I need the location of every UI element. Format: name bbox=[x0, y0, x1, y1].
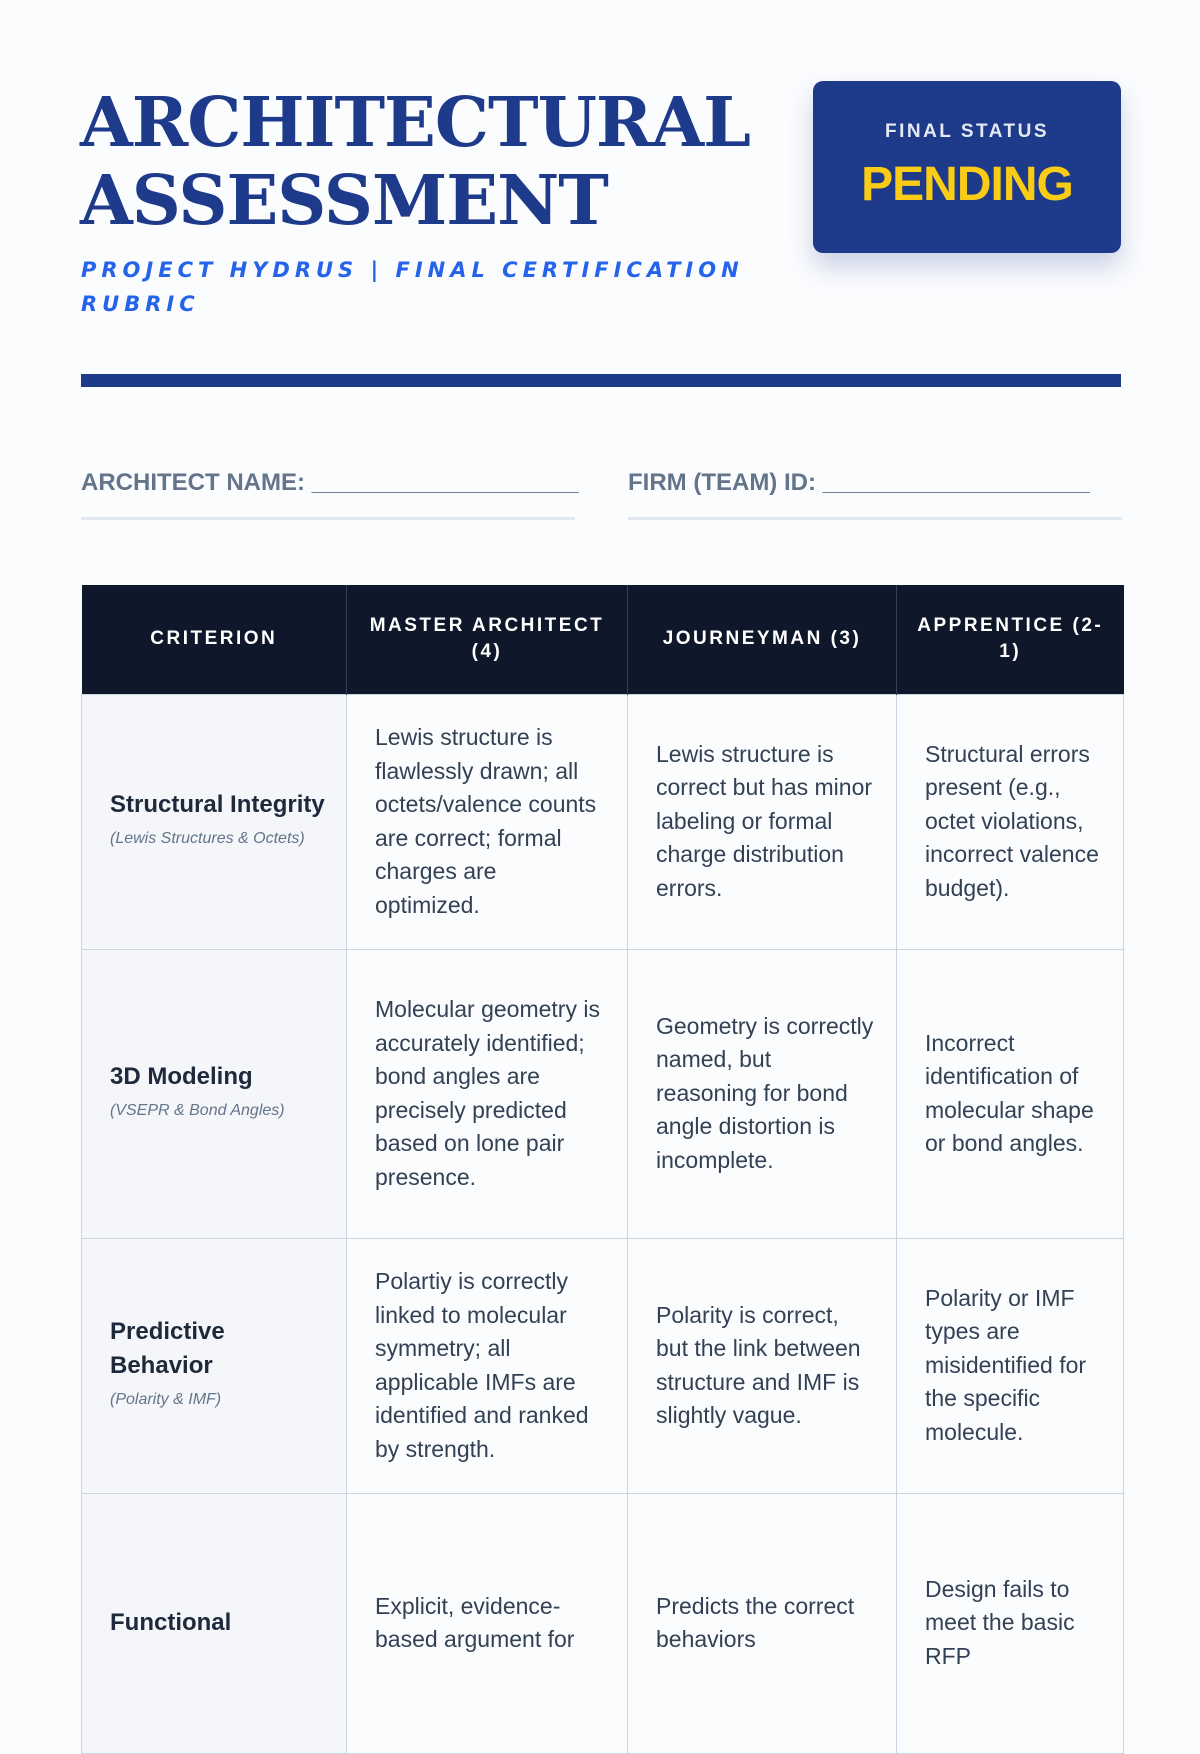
journeyman-cell: Geometry is correctly named, but reasoning for bond angle distortion is incomplete. bbox=[628, 949, 897, 1238]
master-cell: Explicit, evidence-based argument for bbox=[347, 1493, 628, 1753]
title-line-1: ARCHITECTURAL bbox=[80, 83, 750, 163]
criterion-name: 3D Modeling bbox=[110, 1062, 253, 1090]
criterion-note: (Polarity & IMF) bbox=[110, 1390, 222, 1408]
master-cell: Lewis structure is flawlessly drawn; all octets/valence counts are correct; formal charges are optimized. bbox=[347, 694, 628, 949]
page-title bbox=[80, 84, 800, 240]
architect-name-field[interactable]: ARCHITECT NAME: ____________________ bbox=[81, 463, 575, 520]
header-journeyman: JOURNEYMAN (3) bbox=[628, 585, 897, 694]
header-criterion: CRITERION bbox=[82, 585, 347, 694]
journeyman-cell: Lewis structure is correct but has minor labeling or formal charge distribution errors. bbox=[628, 694, 897, 949]
criterion-name: Predictive Behavior bbox=[110, 1317, 225, 1379]
title-line-2: ASSESSMENT bbox=[80, 161, 608, 241]
status-label: FINAL STATUS bbox=[884, 121, 1050, 142]
criterion-name: Functional bbox=[110, 1609, 232, 1636]
criterion-note: (Lewis Structures & Octets) bbox=[110, 829, 305, 847]
apprentice-cell: Structural errors present (e.g., octet violations, incorrect valence budget). bbox=[897, 694, 1124, 949]
project-subtitle: PROJECT HYDRUS | FINAL CERTIFICATION RUBRIC bbox=[81, 258, 744, 316]
criterion-cell bbox=[82, 1238, 347, 1493]
master-cell: Polartiy is correctly linked to molecular symmetry; all applicable IMFs are identified and ranked by strength. bbox=[347, 1238, 628, 1493]
table-row bbox=[82, 694, 1124, 949]
status-value: PENDING bbox=[861, 158, 1073, 211]
master-cell: Molecular geometry is accurately identified; bond angles are precisely predicted based on lone pair presence. bbox=[347, 949, 628, 1238]
criterion-note: (VSEPR & Bond Angles) bbox=[110, 1101, 285, 1119]
criterion-cell bbox=[82, 949, 347, 1238]
rubric-table bbox=[81, 585, 1124, 1754]
journeyman-cell: Polarity is correct, but the link between structure and IMF is slightly vague. bbox=[628, 1238, 897, 1493]
header-master: MASTER ARCHITECT (4) bbox=[347, 585, 628, 694]
header-apprentice: APPRENTICE (2-1) bbox=[897, 585, 1124, 694]
header-divider bbox=[81, 374, 1121, 387]
table-header-row bbox=[82, 585, 1124, 694]
apprentice-cell: Incorrect identification of molecular shape or bond angles. bbox=[897, 949, 1124, 1238]
table-row bbox=[82, 1493, 1124, 1753]
criterion-cell bbox=[82, 1493, 347, 1753]
criterion-cell bbox=[82, 694, 347, 949]
firm-id-field[interactable]: FIRM (TEAM) ID: ____________________ bbox=[628, 463, 1122, 520]
apprentice-cell: Design fails to meet the basic RFP bbox=[897, 1493, 1124, 1753]
journeyman-cell: Predicts the correct behaviors bbox=[628, 1493, 897, 1753]
table-row bbox=[82, 949, 1124, 1238]
table-row bbox=[82, 1238, 1124, 1493]
criterion-name: Structural Integrity bbox=[110, 790, 325, 818]
apprentice-cell: Polarity or IMF types are misidentified for the specific molecule. bbox=[897, 1238, 1124, 1493]
final-status-card bbox=[813, 81, 1121, 253]
